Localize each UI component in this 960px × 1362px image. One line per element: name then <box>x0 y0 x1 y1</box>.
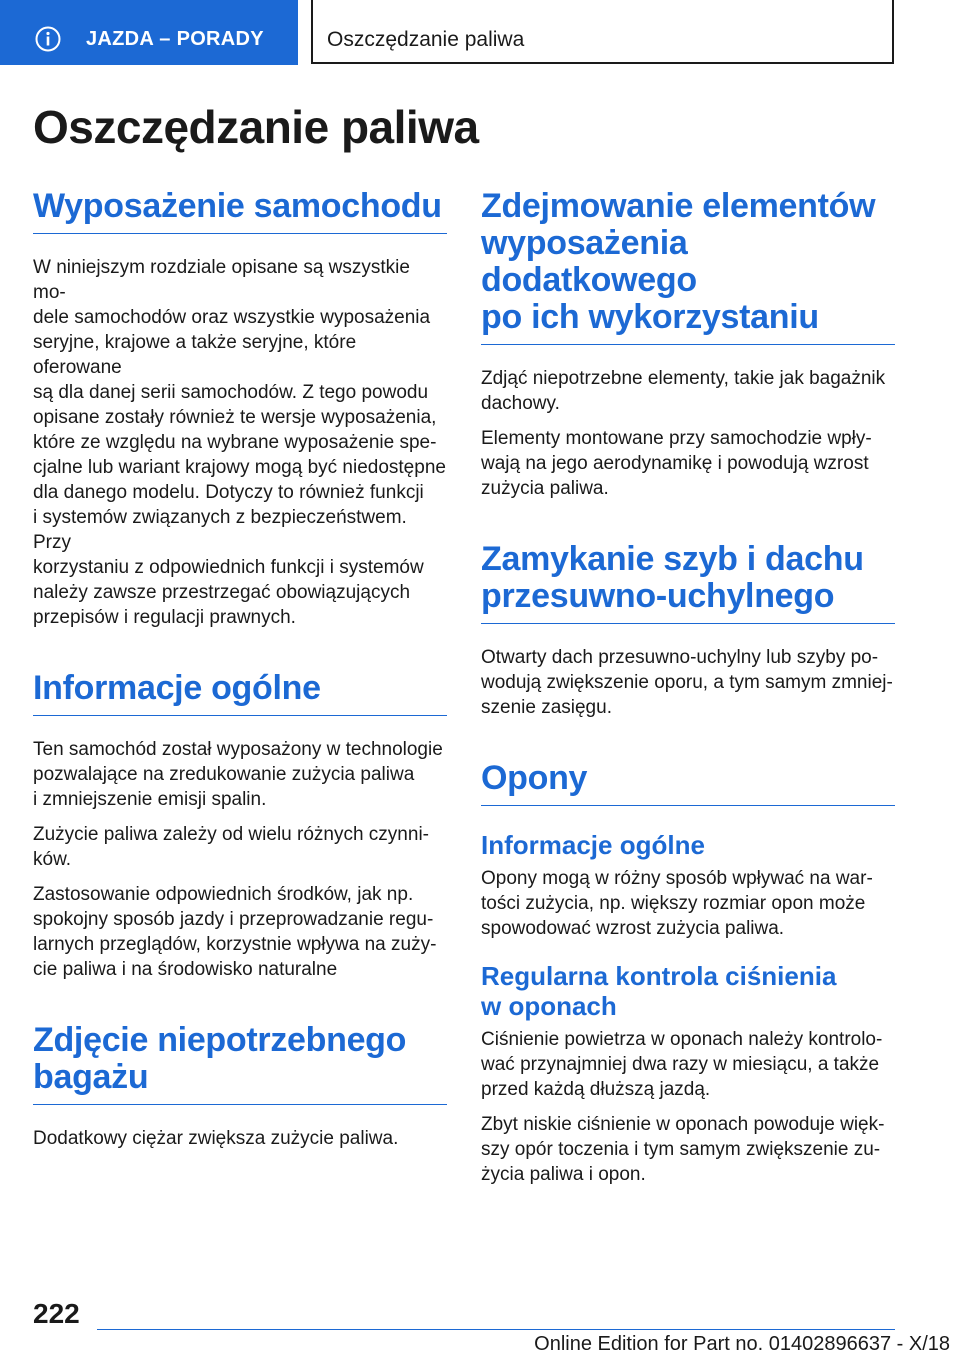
page-header <box>0 0 960 66</box>
page-number: 222 <box>33 1298 80 1329</box>
page-tab[interactable] <box>311 0 894 64</box>
close-windows-paragraph: Otwarty dach przesuwno-uchylny lub szyby po- wodują zwiększenie oporu, a tym samym zmniej- szenie zasięgu. <box>481 647 893 718</box>
info-icon <box>35 26 61 52</box>
tyre-pressure-paragraph-1: Ciśnienie powietrza w oponach należy kontrolo- wać przynajmniej dwa razy w miesiącu, a także przed każdą dłuższą jazdą. <box>481 1029 883 1100</box>
footer-divider <box>97 1329 895 1330</box>
equipment-paragraph: W niniejszym rozdziale opisane są wszystkie mo- dele samochodów oraz wszystkie wyposażenia seryjne, krajowe a także seryjne, które oferowane są dla danej serii samochodów. Z tego powodu opisane zostały również te wersje wyposażenia, które ze względu na wybrane wyposażenie spe- cjalne lub wariant krajowy mogą być niedostępne dla danego modelu. Dotyczy to również funkcji i systemów związanych z bezpieczeństwem. Przy korzystaniu z odpowiednich funkcji i systemów należy zawsze przestrzegać obowiązujących przepisów i regulacji prawnych. <box>33 257 446 628</box>
tyre-pressure-paragraph-2: Zbyt niskie ciśnienie w oponach powoduje więk- szy opór toczenia i tym samym zwiększenie zu- życia paliwa i opon. <box>481 1114 885 1185</box>
footer-edition: Online Edition for Part no. 01402896637 - X/18 <box>534 1333 950 1355</box>
subheading-tyres-general: Informacje ogólne <box>481 830 705 860</box>
section-label: JAZDA – PORADY <box>86 28 264 50</box>
remove-accessories-paragraph-1: Zdjąć niepotrzebne elementy, takie jak bagażnik dachowy. <box>481 368 886 414</box>
heading-remove-accessories: Zdejmowanie elementów wyposażenia dodatkowego po ich wykorzystaniu <box>481 188 895 345</box>
page-title: Oszczędzanie paliwa <box>33 101 479 153</box>
general-info-paragraph-3: Zastosowanie odpowiednich środków, jak np. spokojny sposób jazdy i przeprowadzanie regu- larnych przeglądów, korzystnie wpływa na zuży- cie paliwa i na środowisko naturalne <box>33 884 437 980</box>
right-column <box>481 188 895 1187</box>
heading-remove-luggage: Zdjęcie niepotrzebnego bagażu <box>33 1022 447 1105</box>
heading-tyres: Opony <box>481 760 895 806</box>
general-info-paragraph-1: Ten samochód został wyposażony w technologie pozwalające na zredukowanie zużycia paliwa i zmniejszenie emisji spalin. <box>33 739 443 810</box>
left-column <box>33 188 447 1151</box>
subheading-tyre-pressure: Regularna kontrola ciśnienia w oponach <box>481 961 837 1021</box>
general-info-paragraph-2: Zużycie paliwa zależy od wielu różnych czynni- ków. <box>33 824 429 870</box>
section-tab[interactable] <box>0 0 298 65</box>
heading-general-info: Informacje ogólne <box>33 670 447 716</box>
remove-luggage-paragraph: Dodatkowy ciężar zwiększa zużycie paliwa. <box>33 1128 399 1149</box>
heading-equipment: Wyposażenie samochodu <box>33 188 447 234</box>
header-page-title: Oszczędzanie paliwa <box>327 28 525 51</box>
remove-accessories-paragraph-2: Elementy montowane przy samochodzie wpły- wają na jego aerodynamikę i powodują wzrost zużycia paliwa. <box>481 428 872 499</box>
tyres-general-paragraph: Opony mogą w różny sposób wpływać na war- tości zużycia, np. większy rozmiar opon może spowodować wzrost zużycia paliwa. <box>481 868 873 939</box>
heading-close-windows: Zamykanie szyb i dachu przesuwno-uchylnego <box>481 541 895 624</box>
